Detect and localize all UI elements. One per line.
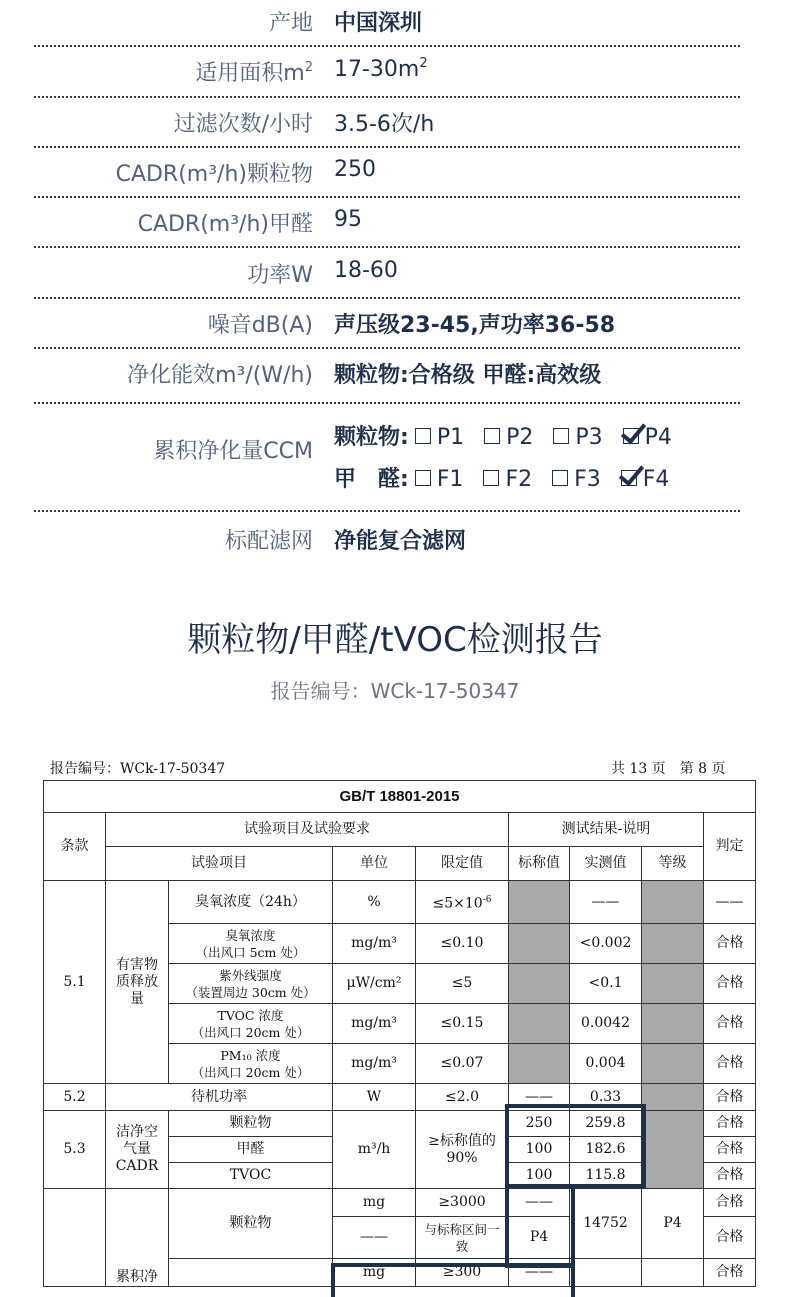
- highlight-box-cadr: [505, 1104, 646, 1188]
- limit-cell: ≤5: [416, 964, 509, 1004]
- item-cell: 甲醛: [169, 1137, 333, 1163]
- col-grade: 等级: [642, 847, 704, 881]
- standard-header: GB/T 18801-2015: [44, 781, 756, 813]
- col-nominal: 标称值: [509, 847, 570, 881]
- highlight-box-ccm-bottom: [331, 1263, 575, 1297]
- item-note: （出风口 5cm 处）: [195, 944, 306, 960]
- report-table: [43, 780, 756, 1287]
- judge-cell: 合格: [704, 1189, 756, 1217]
- ccm-particle-row: [334, 420, 686, 451]
- group-name: 有害物质释放量: [106, 881, 169, 1084]
- divider: [34, 196, 740, 198]
- item-cell: [169, 924, 333, 964]
- checkbox-p1[interactable]: [415, 428, 431, 444]
- limit-cell: ≤0.10: [416, 924, 509, 964]
- nominal-cell: 100: [509, 1163, 570, 1189]
- item-cell: [169, 1044, 333, 1084]
- nominal-cell: P4: [509, 1217, 570, 1259]
- nominal-cell: 250: [509, 1111, 570, 1137]
- spec-value: 中国深圳: [334, 11, 423, 36]
- measured-cell: [570, 1259, 642, 1287]
- judge-cell: 合格: [704, 1004, 756, 1044]
- unit-cell: m³/h: [333, 1111, 416, 1189]
- nominal-cell: ——: [509, 1084, 570, 1111]
- spec-label: CADR(m³/h)颗粒物: [115, 162, 313, 187]
- measured-cell: ——: [570, 881, 642, 924]
- scan-page-count: 共 13 页 第 8 页: [611, 761, 726, 777]
- judge-cell: 合格: [704, 1111, 756, 1137]
- item-note: （装置周边 30cm 处）: [185, 984, 316, 1000]
- measured-cell: 0.004: [570, 1044, 642, 1084]
- checkbox-p2[interactable]: [484, 428, 500, 444]
- spec-value: 净能复合滤网: [334, 529, 467, 554]
- grade-cell: [642, 1004, 704, 1044]
- nominal-cell: ——: [509, 1259, 570, 1287]
- clause-cell: [44, 1189, 106, 1287]
- clause-cell: 5.3: [44, 1111, 106, 1189]
- spec-label: [195, 56, 313, 87]
- option-label: P2: [506, 425, 534, 450]
- spec-label-sup: 2: [304, 60, 313, 75]
- table-row: [44, 1084, 756, 1111]
- divider: [34, 297, 740, 299]
- unit-cell: ——: [333, 1217, 416, 1259]
- measured-cell: 259.8: [570, 1111, 642, 1137]
- col-items: 试验项目及试验要求: [106, 813, 509, 847]
- col-measured: 实测值: [570, 847, 642, 881]
- report-title: 颗粒物/甲醛/tVOC检测报告: [187, 620, 603, 660]
- judge-cell: 合格: [704, 1084, 756, 1111]
- spec-value: 250: [334, 157, 376, 182]
- spec-value: 颗粒物:合格级 甲醛:高效级: [334, 363, 602, 388]
- clause-cell: 5.1: [44, 881, 106, 1084]
- item-cell: [169, 1004, 333, 1044]
- spec-value: 声压级23-45,声功率36-58: [334, 313, 616, 338]
- limit-text: ≤5×10: [432, 895, 483, 912]
- spec-label: 标配滤网: [224, 529, 313, 554]
- spec-label: 产地: [268, 11, 313, 36]
- unit-cell: μW/cm²: [333, 964, 416, 1004]
- item-cell: [169, 964, 333, 1004]
- limit-cell: ≤0.07: [416, 1044, 509, 1084]
- col-item: 试验项目: [106, 847, 333, 881]
- unit-cell: mg: [333, 1189, 416, 1217]
- measured-cell: 0.33: [570, 1084, 642, 1111]
- item-text: 紫外线强度: [219, 967, 282, 983]
- ccm-particle-label: 颗粒物:: [334, 425, 409, 450]
- highlight-box-ccm: [505, 1184, 575, 1268]
- item-note: （出风口 20cm 处）: [191, 1024, 310, 1040]
- limit-cell: ≥标称值的90%: [416, 1111, 509, 1189]
- option-label: F1: [436, 467, 464, 492]
- measured-cell: <0.1: [570, 964, 642, 1004]
- grade-cell: [642, 924, 704, 964]
- table-row: [44, 1189, 756, 1217]
- nominal-cell: [509, 881, 570, 924]
- spec-label: 功率W: [247, 263, 313, 288]
- col-clause: 条款: [44, 813, 106, 881]
- judge-cell: 合格: [704, 1137, 756, 1163]
- option-label: F2: [505, 467, 533, 492]
- table-row: [44, 1111, 756, 1137]
- checkbox-p4-checked[interactable]: [623, 428, 639, 444]
- divider: [34, 402, 740, 404]
- spec-label: 净化能效m³/(W/h): [127, 363, 313, 388]
- spec-value: 3.5-6次/h: [334, 112, 435, 137]
- limit-cell: [416, 881, 509, 924]
- measured-cell: <0.002: [570, 924, 642, 964]
- spec-value: 95: [334, 207, 362, 232]
- spec-label-text: 适用面积m: [195, 61, 305, 86]
- option-label: P4: [644, 425, 672, 450]
- item-cell: 颗粒物: [169, 1111, 333, 1137]
- judge-cell: ——: [704, 881, 756, 924]
- grade-cell: [642, 1084, 704, 1111]
- measured-cell: 0.0042: [570, 1004, 642, 1044]
- spec-value-text: 17-30m: [334, 57, 420, 82]
- divider: [34, 96, 740, 98]
- judge-cell: 合格: [704, 1044, 756, 1084]
- spec-label: 噪音dB(A): [207, 313, 313, 338]
- nominal-cell: [509, 924, 570, 964]
- item-note: （出风口 20cm 处）: [191, 1064, 310, 1080]
- measured-cell: 14752: [570, 1189, 642, 1259]
- clause-cell: 5.2: [44, 1084, 106, 1111]
- item-cell: [169, 1259, 333, 1287]
- scan-report-number: 报告编号：WCk-17-50347: [50, 761, 226, 777]
- checkbox-f1[interactable]: [415, 470, 431, 486]
- limit-cell: ≥3000: [416, 1189, 509, 1217]
- divider: [34, 146, 740, 148]
- divider: [34, 45, 740, 47]
- col-judge: 判定: [704, 813, 756, 881]
- col-limit: 限定值: [416, 847, 509, 881]
- spec-value: [334, 56, 428, 82]
- unit-cell: mg/m³: [333, 1044, 416, 1084]
- grade-cell: [642, 881, 704, 924]
- item-text: 臭氧浓度: [225, 927, 276, 943]
- measured-cell: 115.8: [570, 1163, 642, 1189]
- option-label: P3: [575, 425, 603, 450]
- item-text: PM₁₀ 浓度: [220, 1047, 281, 1063]
- item-cell: 臭氧浓度（24h）: [169, 881, 333, 924]
- judge-cell: 合格: [704, 924, 756, 964]
- limit-cell: ≤0.15: [416, 1004, 509, 1044]
- unit-cell: mg/m³: [333, 924, 416, 964]
- option-label: F3: [574, 467, 601, 492]
- nominal-cell: [509, 1004, 570, 1044]
- nominal-cell: [509, 1044, 570, 1084]
- checkbox-f3[interactable]: [552, 470, 568, 486]
- limit-cell: ≥300: [416, 1259, 509, 1287]
- judge-cell: 合格: [704, 1163, 756, 1189]
- limit-cell: ≤2.0: [416, 1084, 509, 1111]
- spec-label: 过滤次数/小时: [173, 112, 313, 137]
- nominal-cell: ——: [509, 1189, 570, 1217]
- spec-label: CADR(m³/h)甲醛: [137, 212, 313, 237]
- option-label: P1: [436, 425, 465, 450]
- group-name: 洁净空气量 CADR: [106, 1111, 169, 1189]
- report-scan: [0, 750, 790, 1285]
- unit-cell: mg/m³: [333, 1004, 416, 1044]
- measured-cell: 182.6: [570, 1137, 642, 1163]
- nominal-cell: 100: [509, 1137, 570, 1163]
- item-text: TVOC 浓度: [217, 1007, 284, 1023]
- judge-cell: 合格: [704, 1217, 756, 1259]
- divider: [34, 510, 740, 512]
- checkbox-f2[interactable]: [483, 470, 499, 486]
- group-name: 累积净: [106, 1189, 169, 1287]
- spec-label: 累积净化量CCM: [153, 439, 313, 464]
- spec-value-sup: 2: [419, 56, 428, 71]
- grade-cell: [642, 1044, 704, 1084]
- item-cell: TVOC: [169, 1163, 333, 1189]
- option-label: F4: [642, 467, 670, 492]
- table-row: [44, 881, 756, 924]
- col-result: 测试结果-说明: [509, 813, 704, 847]
- checkbox-p3[interactable]: [553, 428, 569, 444]
- spec-value: 18-60: [334, 258, 398, 283]
- item-cell: 待机功率: [106, 1084, 333, 1111]
- checkbox-f4-checked[interactable]: [621, 470, 637, 486]
- col-unit: 单位: [333, 847, 416, 881]
- grade-cell: [642, 1259, 704, 1287]
- divider: [34, 246, 740, 248]
- report-number: 报告编号：WCk-17-50347: [270, 679, 520, 703]
- nominal-cell: [509, 964, 570, 1004]
- limit-sup: -6: [482, 894, 492, 905]
- limit-cell: 与标称区间一致: [416, 1217, 509, 1259]
- grade-cell: P4: [642, 1189, 704, 1259]
- grade-cell: [642, 1111, 704, 1189]
- ccm-formaldehyde-row: [334, 462, 683, 493]
- ccm-formaldehyde-label: 甲 醛:: [334, 467, 409, 492]
- item-cell: 颗粒物: [169, 1189, 333, 1259]
- divider: [34, 347, 740, 349]
- judge-cell: 合格: [704, 964, 756, 1004]
- unit-cell: %: [333, 881, 416, 924]
- unit-cell: mg: [333, 1259, 416, 1287]
- grade-cell: [642, 964, 704, 1004]
- judge-cell: 合格: [704, 1259, 756, 1287]
- unit-cell: W: [333, 1084, 416, 1111]
